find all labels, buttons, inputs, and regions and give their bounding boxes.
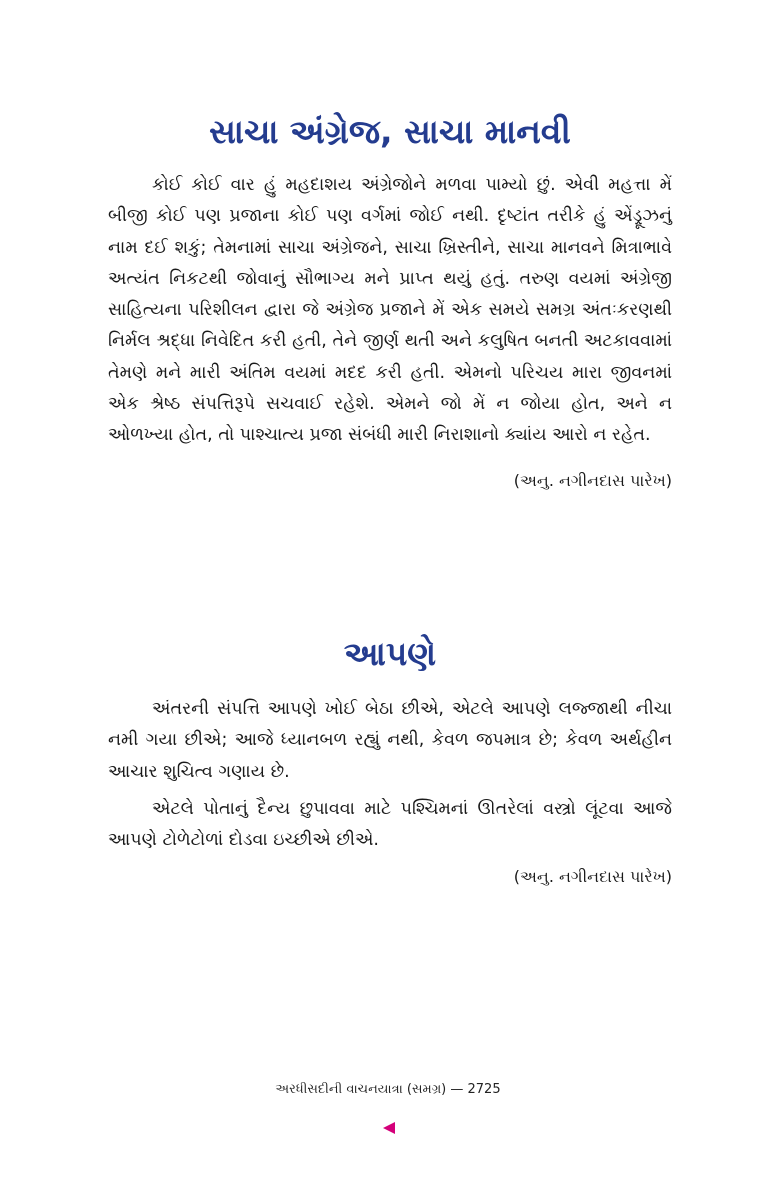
previous-page-icon[interactable] [383, 1122, 395, 1134]
article-section [108, 634, 672, 892]
translator-attribution: (અનુ. નગીનદાસ પારેખ) [513, 470, 672, 490]
article-section [108, 112, 672, 496]
translator-attribution: (અનુ. નગીનદાસ પારેખ) [513, 867, 672, 887]
article-paragraph: એટલે પોતાનું દૈન્ય છુપાવવા માટે પશ્ચિમનાં ઊતરેલાં વસ્ત્રો લૂંટવા આજે આપણે ટોળેટોળાં દોડવા ઇચ્છીએ છીએ. [108, 798, 672, 851]
article-title: આપણે [343, 634, 437, 673]
article-paragraph: અંતરની સંપત્તિ આપણે ખોઈ બેઠા છીએ, એટલે આપણે લજ્જાથી નીચા નમી ગયા છીએ; આજે ધ્યાનબળ રહ્યું નથી, કેવળ જપમાત્ર છે; કેવળ અર્થહીન આચાર શુચિત્વ ગણાય છે. [108, 699, 672, 782]
article-title: સાચા અંગ્રેજ, સાચા માનવી [209, 112, 571, 151]
article-paragraph: કોઈ કોઈ વાર હું મહદાશય અંગ્રેજોને મળવા પામ્યો છું. એવી મહત્તા મેં બીજી કોઈ પણ પ્રજાના કોઈ પણ વર્ગમાં જોઈ નથી. દૃષ્ટાંત તરીકે હું એંડ્રૂઝનું નામ દઈ શકું; તેમનામાં સાચા અંગ્રેજને, સાચા ખ્રિસ્તીને, સાચા માનવને મિત્રાભાવે અત્યંત નિકટથી જોવાનું સૌભાગ્ય મને પ્રાપ્ત થયું હતું. તરુણ વયમાં અંગ્રેજી સાહિત્યના પરિશીલન દ્વારા જે અંગ્રેજ પ્રજાને મેં એક સમયે સમગ્ર અંતઃકરણથી નિર્મલ શ્રદ્ધા નિવેદિત કરી હતી, તેને જીર્ણ થતી અને કલુષિત બનતી અટકાવવામાં તેમણે મને મારી અંતિમ વયમાં મદદ કરી હતી. એમનો પરિચય મારા જીવનમાં એક શ્રેષ્ઠ સંપત્તિરૂપે સચવાઈ રહેશે. એમને જો મેં ન જોયા હોત, અને ન ઓળખ્યા હોત, તો પાશ્ચાત્ય પ્રજા સંબંધી મારી નિરાશાનો ક્યાંય આરો ન રહેત. [108, 175, 672, 446]
page-footer: અરધીસદીની વાચનયાત્રા (સમગ્ર) — 2725 [275, 1082, 501, 1097]
